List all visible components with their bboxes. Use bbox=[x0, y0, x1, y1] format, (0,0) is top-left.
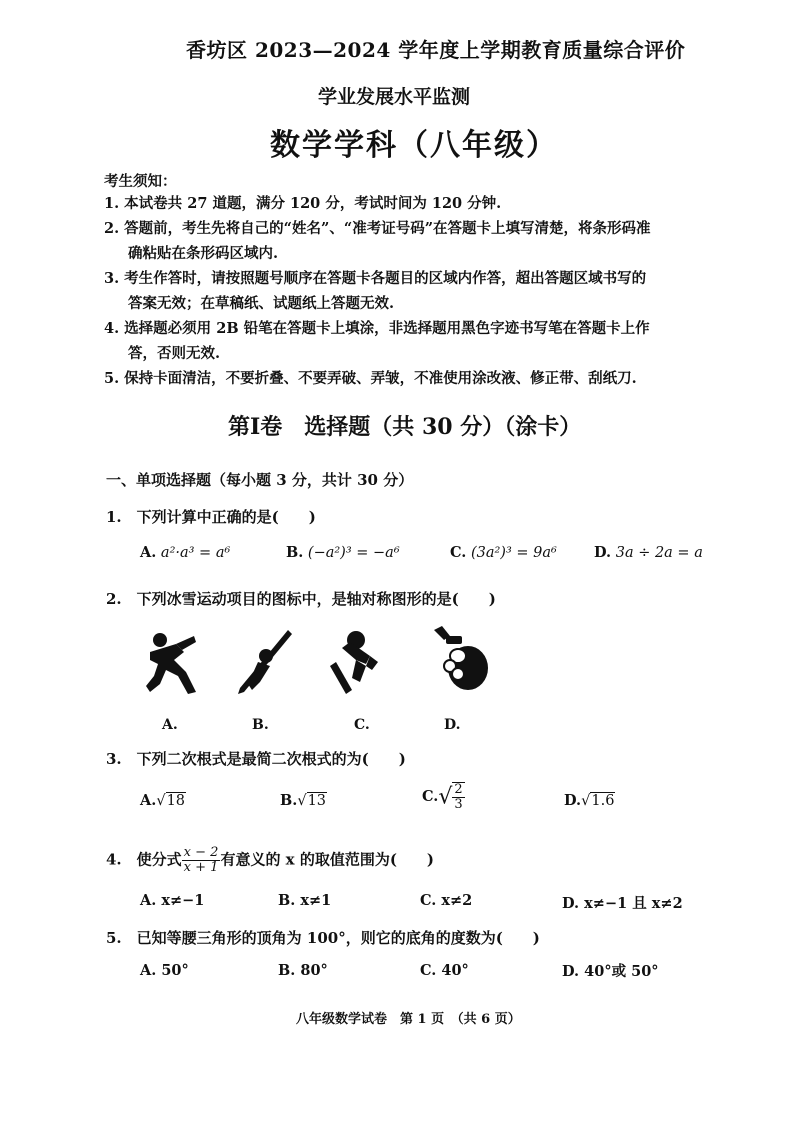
q3-option-c-label: C. bbox=[422, 788, 439, 805]
q4-option-c: C. x≠2 bbox=[420, 892, 473, 909]
sqrt-symbol: √18 bbox=[156, 793, 186, 809]
q1-option-b-label: B. bbox=[286, 544, 304, 561]
question-1-stem: 1. 下列计算中正确的是( ) bbox=[106, 508, 316, 526]
q3-c-numerator: 2 bbox=[454, 782, 463, 797]
q4-denominator: x + 1 bbox=[183, 860, 219, 875]
q3-option-a bbox=[140, 792, 186, 809]
notice-item-4-cont: 答，否则无效. bbox=[128, 345, 221, 362]
q2-option-c-label: C. bbox=[354, 717, 370, 733]
q3-option-a-label: A. bbox=[140, 792, 157, 809]
sqrt-symbol: √13 bbox=[297, 793, 327, 809]
notice-item-3-cont: 答案无效；在草稿纸、试题纸上答题无效. bbox=[128, 295, 395, 312]
part-heading: 一、单项选择题（每小题 3 分，共计 30 分） bbox=[106, 471, 414, 489]
q3-option-a-radicand: 18 bbox=[166, 793, 186, 809]
q5-option-c: C. 40° bbox=[420, 962, 469, 979]
notice-item-5: 5. 保持卡面清洁，不要折叠、不要弄破、弄皱，不准使用涂改液、修正带、刮纸刀. bbox=[104, 370, 637, 387]
section-title: 第Ⅰ卷 选择题（共 30 分）（涂卡） bbox=[228, 414, 582, 440]
exam-title-line1: 香坊区 2023—2024 学年度上学期教育质量综合评价 bbox=[186, 38, 686, 62]
notice-item-4: 4. 选择题必须用 2B 铅笔在答题卡上填涂，非选择题用黑色字迹书写笔在答题卡上作 bbox=[104, 320, 650, 337]
q1-option-a-expr: a²·a³ = a⁶ bbox=[160, 545, 231, 561]
q4-option-b: B. x≠1 bbox=[278, 892, 332, 909]
q1-option-c-label: C. bbox=[450, 544, 467, 561]
q4-fraction bbox=[182, 846, 221, 875]
q1-option-c-expr: (3a²)³ = 9a⁶ bbox=[470, 545, 557, 561]
curling-icon bbox=[428, 622, 494, 694]
snowboard-icon bbox=[326, 626, 392, 698]
notice-item-2: 2. 答题前，考生先将自己的“姓名”、“准考证号码”在答题卡上填写清楚，将条形码准 bbox=[104, 220, 651, 237]
notice-title: 考生须知： bbox=[104, 173, 177, 190]
q5-option-a: A. 50° bbox=[140, 962, 189, 979]
q4-option-a: A. x≠−1 bbox=[140, 892, 205, 909]
sqrt-symbol: √1.6 bbox=[581, 793, 615, 809]
q4-option-d: D. x≠−1 且 x≠2 bbox=[562, 895, 683, 912]
q2-option-d-label: D. bbox=[444, 717, 461, 733]
notice-item-1: 1. 本试卷共 27 道题，满分 120 分，考试时间为 120 分钟. bbox=[104, 195, 502, 212]
q2-option-b-label: B. bbox=[252, 717, 269, 733]
q3-option-d-radicand: 1.6 bbox=[591, 793, 615, 809]
notice-item-3: 3. 考生作答时，请按照题号顺序在答题卡各题目的区域内作答，超出答题区域书写的 bbox=[104, 270, 647, 287]
q3-option-c bbox=[422, 782, 465, 812]
notice-item-2-cont: 确粘贴在条形码区域内. bbox=[128, 245, 279, 262]
q3-c-denominator: 3 bbox=[454, 797, 463, 812]
question-3-stem: 3. 下列二次根式是最简二次根式的为( ) bbox=[106, 750, 406, 768]
q1-option-a bbox=[140, 544, 230, 561]
ski-jumping-icon bbox=[230, 626, 296, 698]
q1-option-b bbox=[286, 544, 400, 561]
q3-option-b-label: B. bbox=[280, 792, 298, 809]
q3-option-b bbox=[280, 792, 327, 809]
sqrt-symbol: √ bbox=[438, 784, 453, 810]
q5-option-d: D. 40°或 50° bbox=[562, 963, 659, 980]
q1-option-d-label: D. bbox=[594, 544, 612, 561]
q3-option-d bbox=[564, 792, 615, 809]
q4-numerator: x − 2 bbox=[183, 845, 219, 860]
question-5-stem: 5. 已知等腰三角形的顶角为 100°，则它的底角的度数为( ) bbox=[106, 929, 540, 947]
q3-option-d-label: D. bbox=[564, 792, 582, 809]
question-4-stem bbox=[106, 846, 434, 875]
q4-stem-suffix: 有意义的 x 的取值范围为( ) bbox=[220, 850, 435, 869]
q2-option-a-label: A. bbox=[162, 717, 178, 733]
speed-skating-icon bbox=[140, 626, 206, 698]
q1-option-a-label: A. bbox=[140, 544, 157, 561]
page-footer: 八年级数学试卷 第 1 页 （共 6 页） bbox=[296, 1012, 521, 1027]
q1-option-c bbox=[450, 544, 557, 561]
exam-subject-title: 数学学科（八年级） bbox=[270, 128, 558, 163]
q3-option-c-fraction bbox=[452, 782, 464, 812]
q1-option-d bbox=[594, 544, 703, 561]
q1-option-d-expr: 3a ÷ 2a = a bbox=[615, 545, 703, 561]
exam-title-line2: 学业发展水平监测 bbox=[318, 86, 471, 108]
question-2-stem: 2. 下列冰雪运动项目的图标中，是轴对称图形的是( ) bbox=[106, 590, 496, 608]
q4-stem-prefix: 4. 使分式 bbox=[106, 850, 182, 869]
q3-option-b-radicand: 13 bbox=[307, 793, 327, 809]
q5-option-b: B. 80° bbox=[278, 962, 328, 979]
q1-option-b-expr: (−a²)³ = −a⁶ bbox=[307, 545, 400, 561]
